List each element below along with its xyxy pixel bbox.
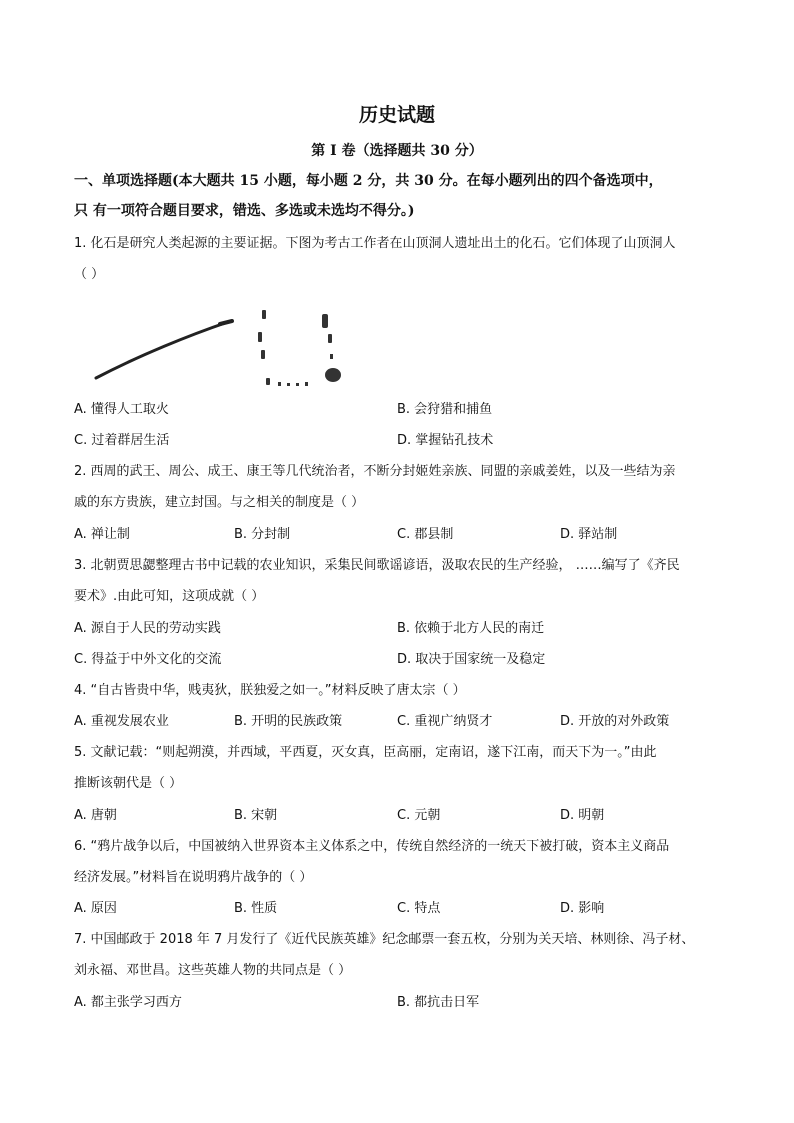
question-3-line-1: 3. 北朝贾思勰整理古书中记载的农业知识，采集民间歌谣谚语，汲取农民的生产经验， ……编写了《齐民 (74, 558, 680, 573)
question-4-option-d: D. 开放的对外政策 (560, 714, 670, 729)
question-3-line-2: 要术》.由此可知，这项成就（ ） (74, 589, 265, 604)
question-2-option-c: C. 郡县制 (397, 527, 454, 542)
question-4-option-a: A. 重视发展农业 (74, 714, 169, 729)
question-5-option-b: B. 宋朝 (234, 808, 278, 823)
question-7-line-1: 7. 中国邮政于 2018 年 7 月发行了《近代民族英雄》纪念邮票一套五枚，分别为关天培、林则徐、冯子材、 (74, 932, 695, 947)
section-instructions-line-2: 只 有一项符合题目要求，错选、多选或未选均不得分。) (74, 203, 415, 219)
question-5-option-d: D. 明朝 (560, 808, 605, 823)
question-6-option-a: A. 原因 (74, 901, 117, 916)
question-1-line-2: （ ） (74, 267, 105, 282)
bone-needle-shape (96, 322, 228, 378)
question-4-line-1: 4. “自古皆贵中华，贱夷狄，朕独爱之如一。”材料反映了唐太宗（ ） (74, 683, 466, 698)
question-2-option-d: D. 驿站制 (560, 527, 618, 542)
question-4-option-b: B. 开明的民族政策 (234, 714, 343, 729)
question-2-line-2: 戚的东方贵族，建立封国。与之相关的制度是（ ） (74, 495, 365, 510)
question-3-option-d: D. 取决于国家统一及稳定 (397, 652, 546, 667)
question-6-option-b: B. 性质 (234, 901, 278, 916)
question-1-option-b: B. 会狩猎和捕鱼 (397, 402, 493, 417)
question-5-option-c: C. 元朝 (397, 808, 441, 823)
question-3-option-a: A. 源自于人民的劳动实践 (74, 621, 221, 636)
question-6-option-c: C. 特点 (397, 901, 441, 916)
question-6-line-1: 6. “鸦片战争以后，中国被纳入世界资本主义体系之中，传统自然经济的一统天下被打破，资本主义商品 (74, 839, 670, 854)
question-7-option-b: B. 都抗击日军 (397, 995, 480, 1010)
question-4-option-c: C. 重视广纳贤才 (397, 714, 493, 729)
question-2-option-a: A. 禅让制 (74, 527, 130, 542)
page-title: 历史试题 (358, 104, 435, 126)
fossil-figure (90, 300, 360, 400)
question-1-option-c: C. 过着群居生活 (74, 433, 170, 448)
question-5-line-2: 推断该朝代是（ ） (74, 776, 183, 791)
section-instructions-line-1: 一、单项选择题(本大题共 15 小题，每小题 2 分，共 30 分。在每小题列出的四个备选项中， (74, 173, 663, 189)
question-7-line-2: 刘永福、邓世昌。这些英雄人物的共同点是（ ） (74, 963, 352, 978)
question-6-line-2: 经济发展。”材料旨在说明鸦片战争的（ ） (74, 870, 313, 885)
question-7-option-a: A. 都主张学习西方 (74, 995, 182, 1010)
question-1-line-1: 1. 化石是研究人类起源的主要证据。下图为考古工作者在山顶洞人遗址出土的化石。它们体现了山顶洞人 (74, 236, 676, 251)
question-2-option-b: B. 分封制 (234, 527, 291, 542)
question-6-option-d: D. 影响 (560, 901, 605, 916)
question-1-option-d: D. 掌握钻孔技术 (397, 433, 494, 448)
question-5-option-a: A. 唐朝 (74, 808, 117, 823)
ornament-ring-shape (258, 310, 341, 386)
question-5-line-1: 5. 文献记载：“则起朔漠，并西域，平西夏，灭女真，臣高丽，定南诏，遂下江南，而天下为一。”由此 (74, 745, 657, 760)
question-2-line-1: 2. 西周的武王、周公、成王、康王等几代统治者，不断分封姬姓亲族、同盟的亲戚姜姓，以及一些结为亲 (74, 464, 676, 479)
bone-needle-tip (220, 321, 232, 324)
page-subtitle: 第 I 卷（选择题共 30 分） (311, 143, 483, 159)
question-1-option-a: A. 懂得人工取火 (74, 402, 169, 417)
question-3-option-c: C. 得益于中外文化的交流 (74, 652, 222, 667)
question-3-option-b: B. 依赖于北方人民的南迁 (397, 621, 545, 636)
